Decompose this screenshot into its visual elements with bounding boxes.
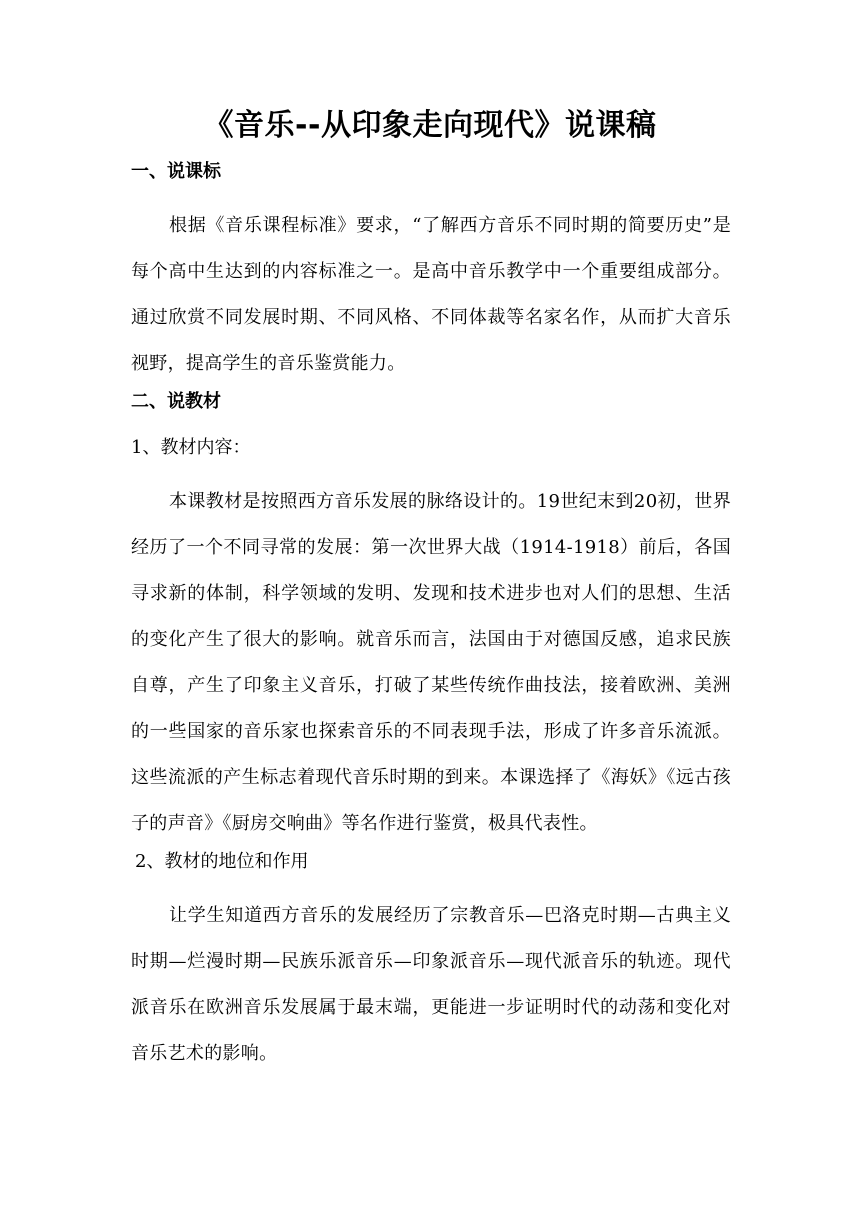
- paragraph-curriculum: 根据《音乐课程标准》要求，“了解西方音乐不同时期的简要历史”是每个高中生达到的内容标准之一。是高中音乐教学中一个重要组成部分。通过欣赏不同发展时期、不同风格、不同体裁等名家名作，从而扩大音乐视野，提高学生的音乐鉴赏能力。: [131, 215, 731, 374]
- document-title: 《音乐--从印象走向现代》说课稿: [203, 108, 657, 143]
- paragraph-textbook-role: 让学生知道西方音乐的发展经历了宗教音乐—巴洛克时期—古典主义时期—烂漫时期—民族乐派音乐—印象派音乐—现代派音乐的轨迹。现代派音乐在欧洲音乐发展属于最末端，更能进一步证明时代的动荡和变化对音乐艺术的影响。: [131, 905, 731, 1064]
- paragraph-textbook-content: 本课教材是按照西方音乐发展的脉络设计的。19世纪末到20初，世界经历了一个不同寻常的发展：第一次世界大战（1914-1918）前后，各国寻求新的体制，科学领域的发明、发现和技术进步也对人们的思想、生活的变化产生了很大的影响。就音乐而言，法国由于对德国反感，追求民族自尊，产生了印象主义音乐，打破了某些传统作曲技法，接着欧洲、美洲的一些国家的音乐家也探索音乐的不同表现手法，形成了许多音乐流派。这些流派的产生标志着现代音乐时期的到来。本课选择了《海妖》《远古孩子的声音》《厨房交响曲》等名作进行鉴赏，极具代表性。: [131, 491, 731, 834]
- section-heading-curriculum: 一、说课标: [131, 161, 221, 182]
- document-body: [131, 157, 731, 1077]
- subheading-textbook-role: 2、教材的地位和作用: [135, 851, 309, 872]
- section-heading-textbook: 二、说教材: [131, 391, 221, 412]
- subheading-textbook-content: 1、教材内容：: [131, 437, 251, 458]
